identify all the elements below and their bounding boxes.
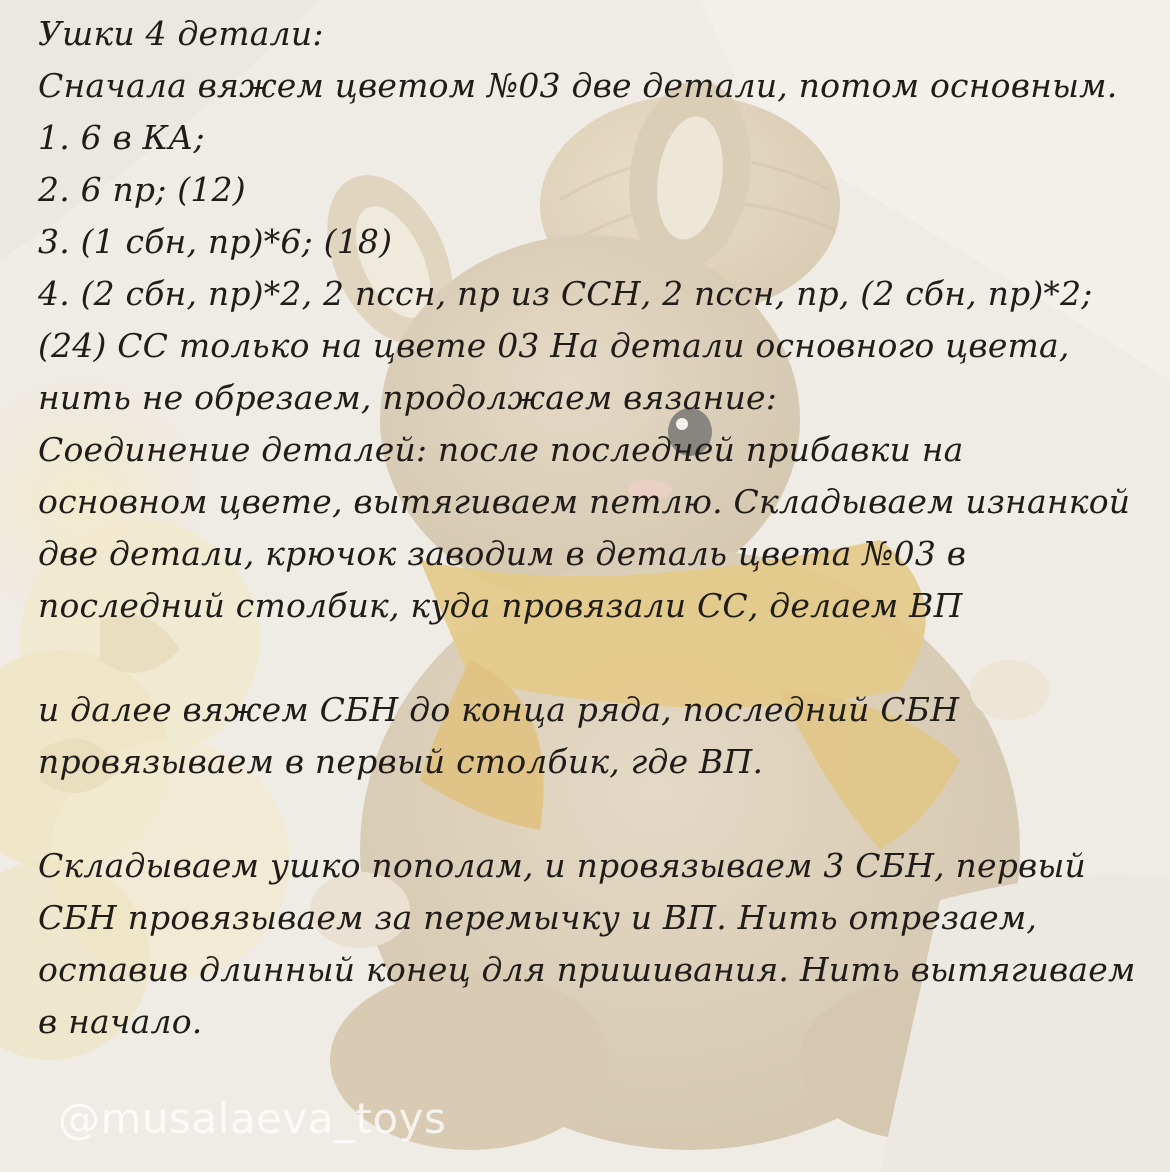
joining-paragraph: Соединение деталей: после последней прибавки на основном цвете, вытягиваем петлю. Складываем изнанкой две детали, крючок заводим в деталь цвета №03 в последний столбик, куда провязали СС, делаем ВП — [38, 430, 1131, 625]
finish-paragraph: Складываем ушко пополам, и провязываем 3 СБН, первый СБН провязываем за перемычку и ВП. Нить отрезаем, оставив длинный конец для пришивания. Нить вытягиваем в начало. — [38, 846, 1136, 1041]
pattern-text — [38, 8, 1138, 1048]
spacer — [38, 788, 1138, 840]
row-1: 1. 6 в КА; — [38, 118, 205, 157]
continue-paragraph: и далее вяжем СБН до конца ряда, последний СБН провязываем в первый столбик, где ВП. — [38, 690, 960, 781]
section-title: Ушки 4 детали: — [38, 14, 324, 53]
intro-paragraph: Сначала вяжем цветом №03 две детали, потом основным. — [38, 66, 1118, 105]
watermark: @musalaeva_toys — [58, 1094, 447, 1143]
row-3: 3. (1 сбн, пр)*6; (18) — [38, 222, 393, 261]
row-4: 4. (2 сбн, пр)*2, 2 пссн, пр из ССН, 2 пссн, пр, (2 сбн, пр)*2; (24) СС только на цвете 03 На детали основного цвета, нить не обрезаем, продолжаем вязание: — [38, 274, 1093, 417]
spacer — [38, 632, 1138, 684]
row-2: 2. 6 пр; (12) — [38, 170, 246, 209]
